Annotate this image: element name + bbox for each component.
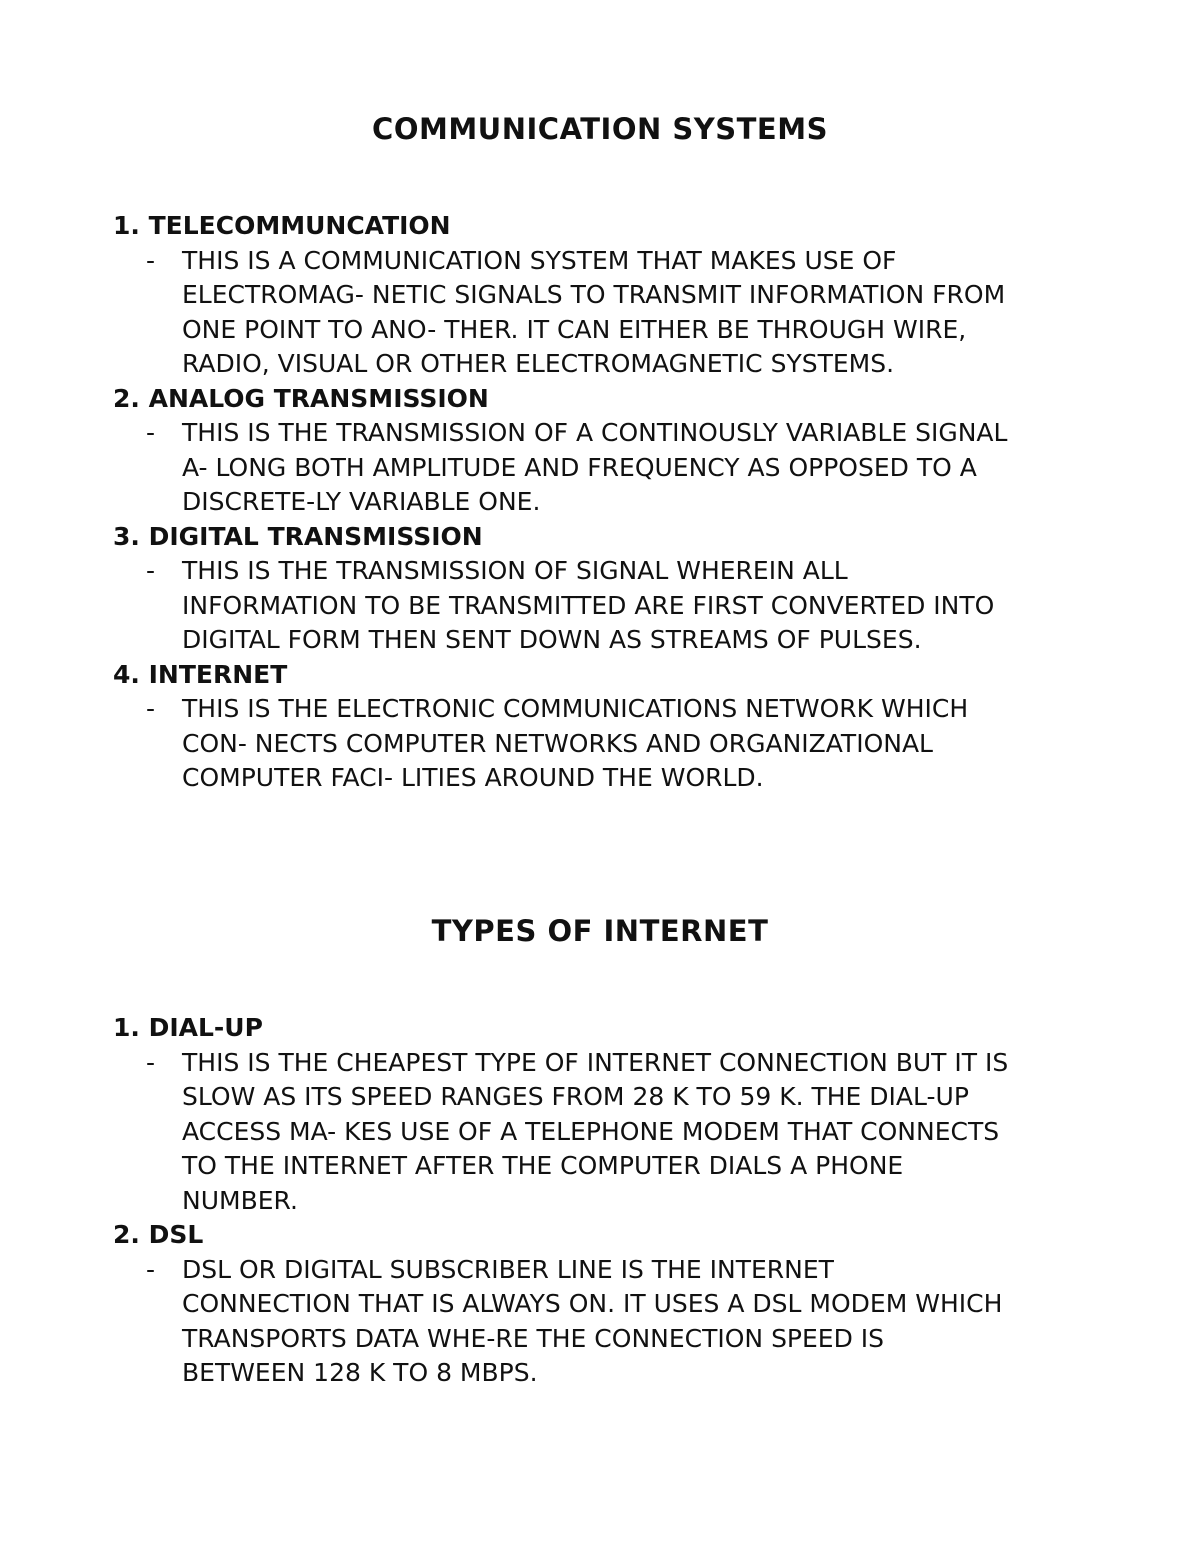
item-title: 1. TELECOMMUNCATION — [113, 211, 451, 240]
item-description — [113, 692, 1113, 796]
description-line: THIS IS THE CHEAPEST TYPE OF INTERNET CONNECTION BUT IT IS — [182, 1047, 1009, 1077]
bullet-dash: - — [146, 245, 156, 275]
bullet-dash: - — [146, 694, 156, 723]
description-line: THIS IS THE ELECTRONIC COMMUNICATIONS NETWORK WHICH — [182, 694, 969, 723]
description-line: ACCESS MA- KES USE OF A TELEPHONE MODEM THAT CONNECTS — [182, 1116, 1000, 1146]
description-line: TRANSPORTS DATA WHE-RE THE CONNECTION SPEED IS — [182, 1323, 885, 1353]
description-line: THIS IS A COMMUNICATION SYSTEM THAT MAKES USE OF — [182, 245, 897, 275]
description-line: DISCRETE-LY VARIABLE ONE. — [182, 487, 541, 516]
bullet-dash: - — [146, 1254, 156, 1284]
description-line: INFORMATION TO BE TRANSMITTED ARE FIRST CONVERTED INTO — [182, 590, 995, 620]
item-title: 2. ANALOG TRANSMISSION — [113, 383, 489, 413]
description-line: DIGITAL FORM THEN SENT DOWN AS STREAMS OF PULSES. — [182, 625, 922, 654]
bullet-dash: - — [146, 418, 156, 447]
list-item — [113, 520, 1113, 658]
description-line: THIS IS THE TRANSMISSION OF A CONTINOUSLY VARIABLE SIGNAL — [182, 418, 1008, 447]
bullet-dash: - — [146, 556, 156, 585]
description-line: CONNECTION THAT IS ALWAYS ON. IT USES A DSL MODEM WHICH — [182, 1289, 1003, 1318]
item-description — [113, 1046, 1113, 1219]
communication-systems-list — [113, 209, 1113, 796]
description-line: A- LONG BOTH AMPLITUDE AND FREQUENCY AS OPPOSED TO A — [182, 452, 977, 482]
description-line: ELECTROMAG- NETIC SIGNALS TO TRANSMIT INFORMATION FROM — [182, 280, 1006, 309]
heading-communication-systems: COMMUNICATION SYSTEMS — [372, 112, 828, 146]
item-title: 4. INTERNET — [113, 659, 288, 689]
item-description — [113, 416, 1113, 520]
description-line: RADIO, VISUAL OR OTHER ELECTROMAGNETIC SYSTEMS. — [182, 349, 895, 378]
description-line: TO THE INTERNET AFTER THE COMPUTER DIALS A PHONE — [182, 1151, 904, 1180]
description-line: THIS IS THE TRANSMISSION OF SIGNAL WHEREIN ALL — [182, 556, 848, 585]
item-description — [113, 554, 1113, 658]
description-line: DSL OR DIGITAL SUBSCRIBER LINE IS THE INTERNET — [182, 1254, 834, 1284]
list-item — [113, 1218, 1113, 1391]
item-title: 3. DIGITAL TRANSMISSION — [113, 521, 483, 551]
heading-types-of-internet: TYPES OF INTERNET — [431, 914, 769, 948]
description-line: CON- NECTS COMPUTER NETWORKS AND ORGANIZATIONAL — [182, 728, 933, 758]
description-line: ONE POINT TO ANO- THER. IT CAN EITHER BE THROUGH WIRE, — [182, 314, 967, 344]
item-description — [113, 1253, 1113, 1391]
description-line: BETWEEN 128 K TO 8 MBPS. — [182, 1358, 538, 1387]
description-line: COMPUTER FACI- LITIES AROUND THE WORLD. — [182, 763, 764, 792]
bullet-dash: - — [146, 1047, 156, 1077]
list-item — [113, 658, 1113, 796]
description-line: SLOW AS ITS SPEED RANGES FROM 28 K TO 59 K. THE DIAL-UP — [182, 1082, 969, 1111]
types-of-internet-list — [113, 1011, 1113, 1391]
item-title: 1. DIAL-UP — [113, 1013, 263, 1042]
description-line: NUMBER. — [182, 1185, 298, 1215]
list-item — [113, 382, 1113, 520]
item-title: 2. DSL — [113, 1220, 204, 1249]
item-description — [113, 244, 1113, 382]
list-item — [113, 1011, 1113, 1218]
list-item — [113, 209, 1113, 382]
